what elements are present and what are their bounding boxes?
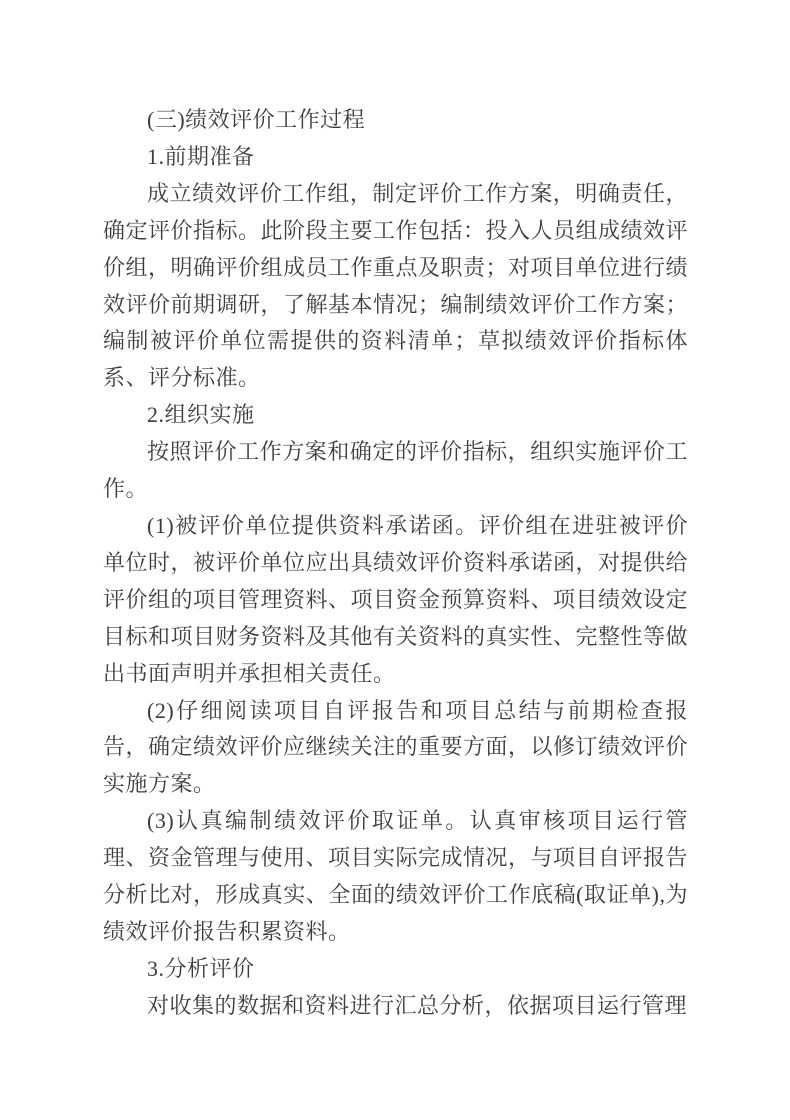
paragraph-preparation: 成立绩效评价工作组，制定评价工作方案，明确责任，确定评价指标。此阶段主要工作包括：投入人员组成绩效评价组，明确评价组成员工作重点及职责；对项目单位进行绩效评价前期调研，了解基本情况；编制绩效评价工作方案；编制被评价单位需提供的资料清单；草拟绩效评价指标体系、评分标准。	[103, 180, 689, 391]
paragraph-item-3: (3)认真编制绩效评价取证单。认真审核项目运行管理、资金管理与使用、项目实际完成情况，与项目自评报告分析比对，形成真实、全面的绩效评价工作底稿(取证单),为绩效评价报告积累资料。	[103, 808, 689, 944]
subsection-heading-1: 1.前期准备	[147, 143, 255, 169]
paragraph-item-1: (1)被评价单位提供资料承诺函。评价组在进驻被评价单位时，被评价单位应出具绩效评价资料承诺函，对提供给评价组的项目管理资料、项目资金预算资料、项目绩效设定目标和项目财务资料及其他有关资料的真实性、完整性等做出书面声明并承担相关责任。	[103, 512, 689, 686]
paragraph-item-2: (2)仔细阅读项目自评报告和项目总结与前期检查报告，确定绩效评价应继续关注的重要方面，以修订绩效评价实施方案。	[103, 697, 689, 797]
section-heading: (三)绩效评价工作过程	[147, 107, 366, 132]
paragraph-analysis: 对收集的数据和资料进行汇总分析，依据项目运行管理	[147, 992, 688, 1018]
subsection-heading-2: 2.组织实施	[147, 402, 255, 428]
subsection-heading-3: 3.分析评价	[147, 955, 255, 981]
paragraph-implementation: 按照评价工作方案和确定的评价指标，组织实施评价工作。	[103, 439, 688, 502]
